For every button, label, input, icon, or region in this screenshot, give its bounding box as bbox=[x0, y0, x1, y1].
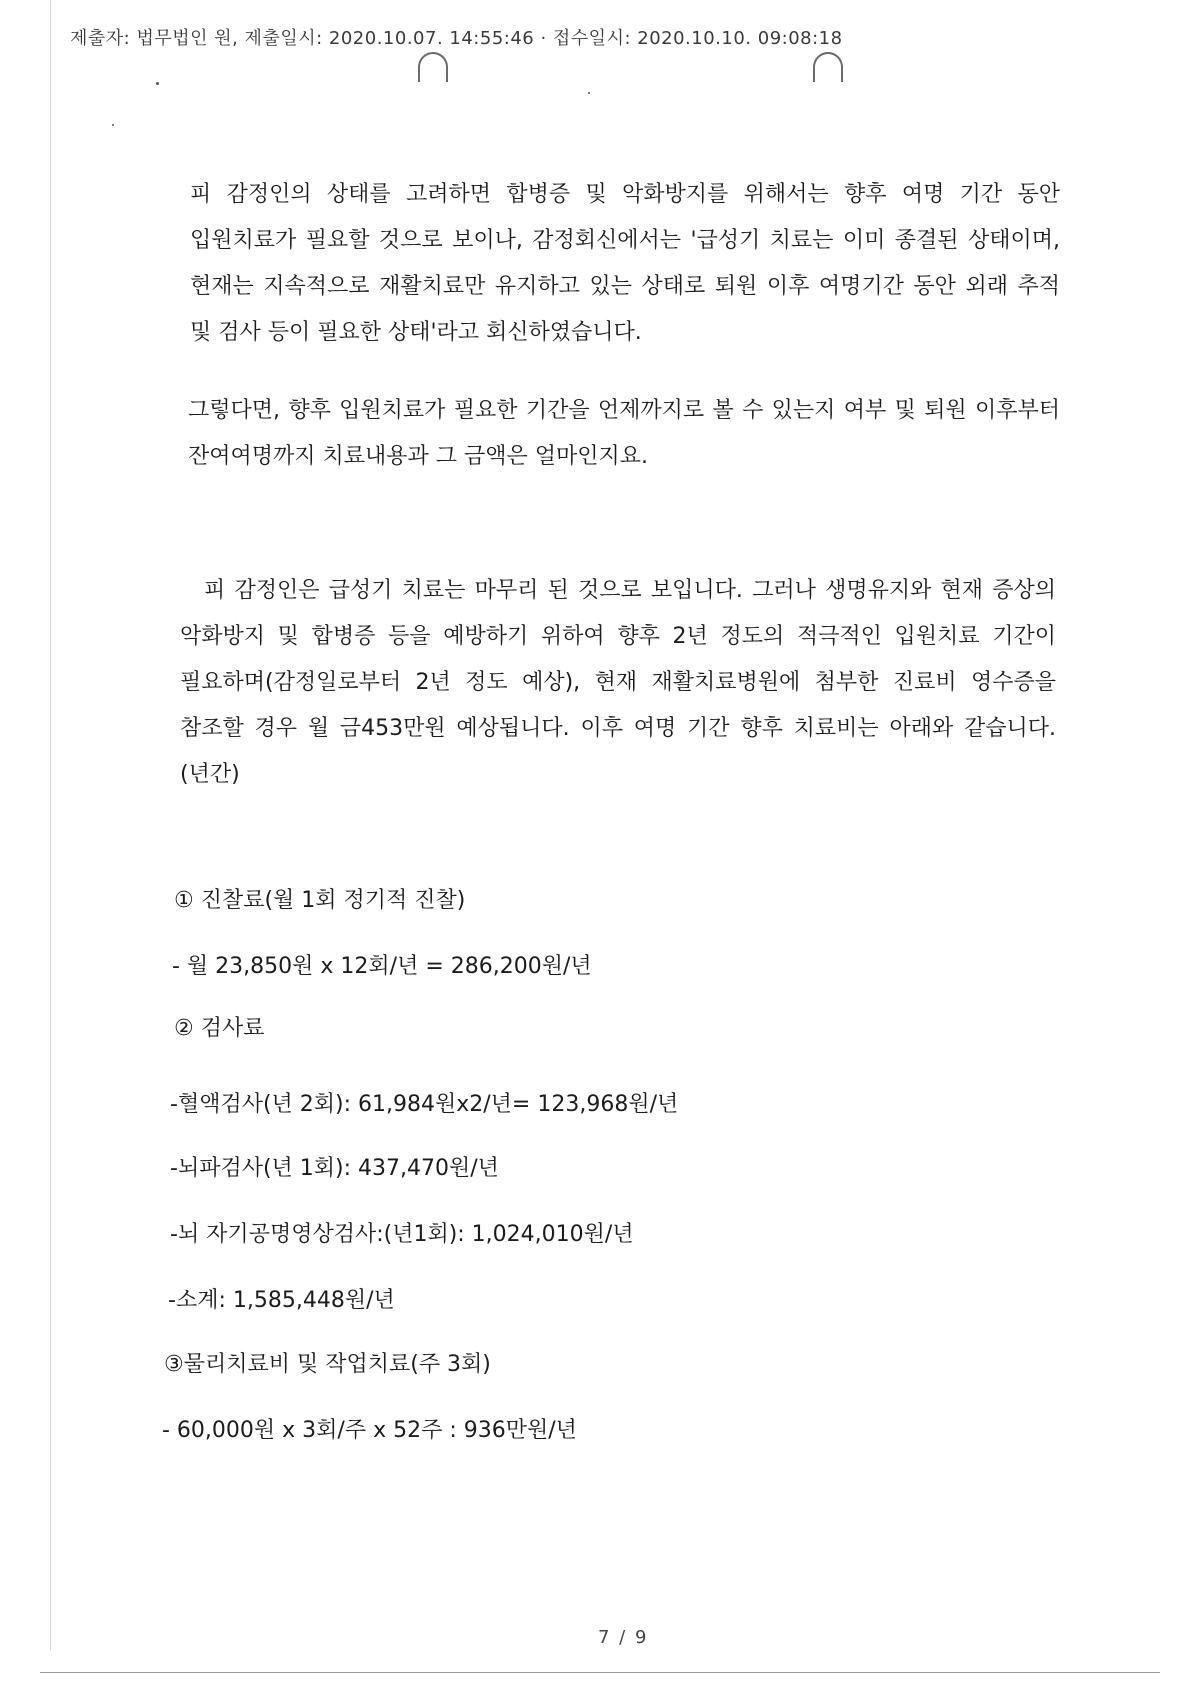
item-heading-physical-therapy: ③물리치료비 및 작업치료(주 3회) bbox=[164, 1352, 491, 1377]
question-paragraph: 피 감정인의 상태를 고려하면 합병증 및 악화방지를 위해서는 향후 여명 기간 동안 입원치료가 필요할 것으로 보이나, 감정회신에서는 '급성기 치료는 이미 종결된 상태이며, 현재는 지속적으로 재활치료만 유지하고 있는 상태로 퇴원 이후 여명기간 동안 외래 추적 및 검사 등이 필요한 상태'라고 회신하였습니다. bbox=[190, 182, 1060, 345]
scan-speck bbox=[156, 82, 159, 85]
punch-hole-mark bbox=[813, 52, 843, 82]
question-paragraph: 그렇다면, 향후 입원치료가 필요한 기간을 언제까지로 볼 수 있는지 여부 및 퇴원 이후부터 잔여여명까지 치료내용과 그 금액은 얼마인지요. bbox=[188, 398, 1060, 469]
list-item: - 월 23,850원 x 12회/년 = 286,200원/년 bbox=[172, 954, 592, 979]
list-item: -뇌파검사(년 1회): 437,470원/년 bbox=[170, 1156, 499, 1181]
submission-stamp: 제출자: 법무법인 원, 제출일시: 2020.10.07. 14:55:46 · 접수일시: 2020.10.10. 09:08:18 bbox=[70, 28, 843, 49]
list-item: -뇌 자기공명영상검사:(년1회): 1,024,010원/년 bbox=[170, 1222, 634, 1247]
subtotal-line: -소계: 1,585,448원/년 bbox=[168, 1288, 395, 1313]
item-heading-examination-fee: ② 검사료 bbox=[174, 1016, 265, 1041]
list-item: -혈액검사(년 2회): 61,984원x2/년= 123,968원/년 bbox=[170, 1092, 679, 1117]
list-item: - 60,000원 x 3회/주 x 52주 : 936만원/년 bbox=[162, 1418, 577, 1443]
answer-paragraph: 피 감정인은 급성기 치료는 마무리 된 것으로 보입니다. 그러나 생명유지와 현재 증상의 악화방지 및 합병증 등을 예방하기 위하여 향후 2년 정도의 적극적인 입원치료 기간이 필요하며(감정일로부터 2년 정도 예상), 현재 재활치료병원에 첨부한 진료비 영수증을 참조할 경우 월 금453만원 예상됩니다. 이후 여명 기간 향후 치료비는 아래와 같습니다.(년간) bbox=[180, 578, 1056, 787]
binding-edge-line bbox=[50, 0, 51, 1650]
scan-speck bbox=[588, 92, 590, 94]
item-heading-consultation-fee: ① 진찰료(월 1회 정기적 진찰) bbox=[174, 888, 466, 913]
page-number: 7 / 9 bbox=[598, 1627, 649, 1648]
footer-divider bbox=[40, 1672, 1160, 1673]
punch-hole-mark bbox=[418, 52, 448, 82]
scan-speck bbox=[112, 124, 114, 126]
